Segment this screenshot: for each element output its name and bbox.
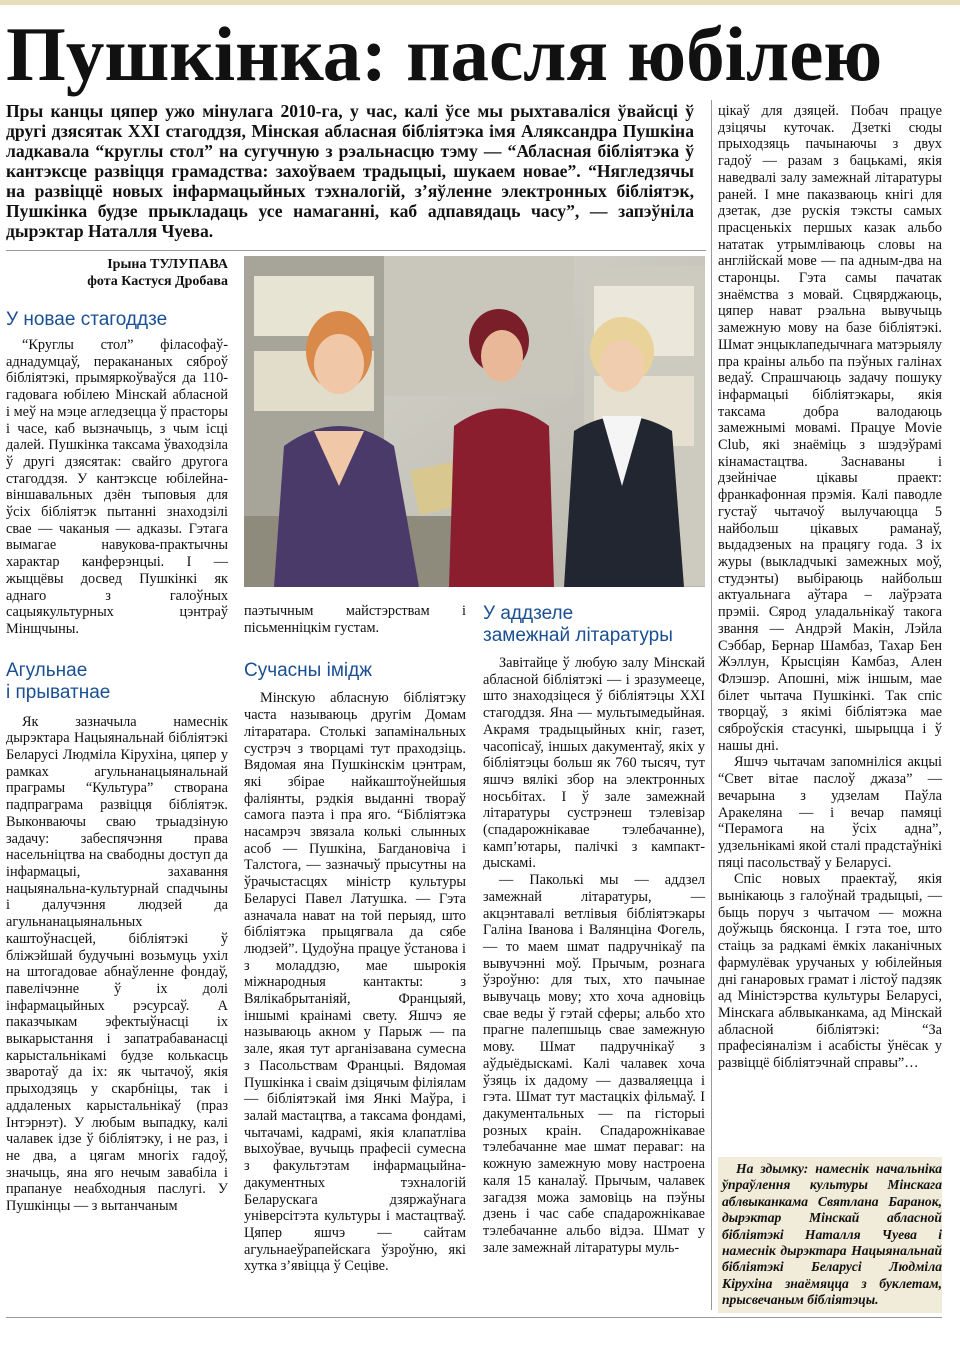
column-2	[244, 603, 466, 1275]
lead-paragraph: Пры канцы цяпер ужо мінулага 2010-га, у час, калі ўсе мы рыхтаваліся ўвайсці ў другі дзясятак XXI стагоддзя, Мінская абласная бібліятэка імя Аляксандра Пушкіна ладкавала “круглы стол” на сугучную з рэальнасцю тэму — “Абласная бібліятэка ў кантэксце развіцця грамадства: захоўваем традыцыі, шукаем новае”. “Нягледзячы на развіццё новых інфармацыйных тэхналогій, з’яўленне электронных бібліятэк, Пушкінка будзе прыкладаць усе намаганні, каб адпавядаць часу”, — запэўніла дырэктар Наталля Чуева.	[6, 101, 694, 241]
column-3	[483, 603, 705, 1256]
photo-illustration	[244, 256, 705, 587]
column-4	[718, 103, 942, 1072]
paragraph: “Круглы стол” філасофаў-аднадумцаў, перакананых сяброў бібліятэкі, прымяркоўваўся да 110-гадовага юбілею Мінскай абласной і меў на мэце агледзецца ў прасторы і часе, каб вызначыць, з чым ісці далей. Пушкінка таксама ўваходзіла ў другі дзясятак: свайго другога стагоддзя. У кантэксце юбілейна-віншавальных дзён тыповыя для ўсіх бібліятэк пытанні знаходзілі свае — чаканыя — адказы. Гэтага вымагае навукова-практычны характар канферэнцыі. І — жыццёвы досвед Пушкінкі як аднаго з галоўных сацыякультурных цэнтраў Мінщчыны.	[6, 337, 228, 637]
subheading-general-private	[6, 660, 228, 704]
paragraph: Мінскую абласную бібліятэку часта называюць другім Домам літаратара. Столькі запамінальных сустрэч з творцамі тут праходзіць. Вядомая яна Пушкінскім цэнтрам, які збірае найкаштоўнейшыя фаліянты, рэдкія выданні твораў самога паэта і пра яго. “Бібліятэка насамрэч звязала колькі слынных асоб — Пушкіна, Багдановіча і Талстога, — зазначыў прысутны на ўрачыстасцях міністр культуры Беларусі Павел Латушка. — Гэта азначала нават на той перыяд, што бібліятэка прыцягвала да сябе людзей”. Цудоўна працуе ўстанова і з моладдзю, мае шырокія міжнародныя кантакты: з Вялікабрытаніяй, Францыяй, іншымі краінамі свету. Яшчэ яе называюць акном у Парыж — па зале, якая тут арганізавана сумесна з Пасольствам Францыі. Вядомая Пушкінка і сваім дзіцячым філіялам — бібліятэкай імя Янкі Маўра, і залай мастацтва, а таксама фондамі, чытачамі, кадрамі, якія клапатліва выхоўвае, вучыць прафесіі сумесна з факультэтам інфармацыйна-дакументных тэхналогій Беларускага дзяржаўнага універсітэта культуры і мастацтваў. Цяпер яшчэ — сайтам агульнаеўрапейскага ўзроўню, які хутка з’явіцца ў Сеціве.	[244, 690, 466, 1275]
paragraph: Як зазначыла намеснік дырэктара Нацыянальнай бібліятэкі Беларусі Людміла Кірухіна, цяпер у рамках агульнанацыянальнай праграмы “Культура” створана падпраграма развіцця бібліятэк. Выконваючы сваю трыадзіную задачу: забеспячэння права насельніцтва на свабодны доступ да інфармацыі, захавання нацыянальна-культурнай спадчыны і далучэння людзей да агульнанацыянальных каштоўнасцей, бібліятэкі ў бліжэйшай будучыні возьмуць ухіл на штогадовае абнаўленне фондаў, павелічэнне ў іх долі інфармацыйных рэсурсаў. А паказчыкам эфектыўнасці іх выкарыстання і запатрабаванасці карыстальнікамі будзе колькасць зваротаў да іх: як чытачоў, якія прыходзяць у скарбніцы, так і аддаленых карыстальнікаў (праз Інтэрнэт). У любым выпадку, калі чалавек ідзе ў бібліятэку, і не раз, і не два, а цягам многіх гадоў, значыць, яна яго нечым завабіла і прапануе неабходныя паслугі. У Пушкінцы — з вытанчаным	[6, 713, 228, 1215]
column-rule	[711, 100, 712, 1310]
column-1	[6, 309, 228, 1215]
subheading-modern-image: Сучасны імідж	[244, 660, 372, 682]
subheading-foreign-department	[483, 603, 705, 647]
byline	[6, 256, 228, 290]
caption-text: На здымку: намеснік начальніка ўпраўлення культуры Мінскага аблвыканкама Святлана Баранок, дырэктар Мінскай абласной бібліятэкі Наталля Чуева і намеснік дырэктара Нацыянальнай бібліятэкі Беларусі Людміла Кірухіна знаёмяцца з буклетам, прысвечаным бібліятэцы.	[722, 1161, 942, 1308]
lead-rule	[6, 250, 706, 251]
subheading-line: У аддзеле	[483, 603, 574, 624]
subheading-line: Агульнае	[6, 659, 88, 681]
paragraph: — Паколькі мы — аддзел замежнай літаратуры, — акцэнтавалі ветлівыя бібліятэкары Галіна Іванова і Валянціна Фогель, — то маем шмат падручнікаў па вывучэнні моў. Прычым, рознага ўзроўню: для тых, хто пачынае вывучаць мову; хто хоча адновіць свае веды ў гэтай сферы; альбо хто прагне палепшыць свае замежную мову. Шмат падручнікаў з аўдыёдыскамі. Калі чалавек хоча ўзяць іх дадому — дазваляецца і гэта. Шмат тут мастацкіх фільмаў. І дакументальных — па гісторыі розных краін. Спадарожнікавае тэлебачанне мае шмат пераваг: на кожную замежную мову настроена каля 15 каналаў. Прычым, чалавек загадзя можа замовіць на пэўны дзень і час сабе спадарожнікавае тэлебачанне альбо відэа. Шмат у зале замежнай літаратуры муль-	[483, 872, 705, 1256]
paragraph: цікаў для дзяцей. Побач працуе дзіцячы куточак. Дзеткі сюды прыходзяць пачынаючы з двух гадоў — разам з бацькамі, якія наведвалі залу замежнай літаратуры раней. І мне паказваюць кнігі для дзетак, дзе рускія тэксты самых прасценькіх першых казак альбо нататак утрымліваюць словы на англійскай мове — па адным-два на старонцы. Гэта самы пачатак знаёмства з мовай. Сцвярджаюць, цяпер нават рэальна вывучыць замежную мову на базе бібліятэкі. Шмат энцыклапедычнага матэрыялу пра краіны альбо па пэўных галінах ведаў. Спрашчаюць задачу пошуку інфармацыі бібліятэкары, якія таксама добра валодаюць замежнымі мовамі. Працуе Movie Club, які знаёміць з шэдэўрамі кінамастацтва. Заснаваны і дзейнічае цікавы праект: франкафонная прэмія. Калі паводле густаў чытачоў вылучаюцца 5 найбольш цікавых раманаў, выдадзеных на працягу года. З іх журы (выкладчыкі замежных моў, студэнты) выбіраюць найбольш актуальнага аўтара – лаўрэата прэміі. Сярод уладальнікаў такога звання — Андрэй Макін, Лэйла Сэббар, Бернар Шамбаз, Тахар Бен Жэллун, Крысціян Камбаз, Ален Флэшэр. Апошні, між іншым, мае білет чытача Пушкінкі. Так спіс творцаў, з якімі бібліятэка мае сяброўскія стасункі, шырыцца і ў нашы дні.	[718, 103, 942, 754]
article-photo	[244, 256, 705, 587]
bottom-rule	[6, 1317, 942, 1318]
subheading-line: і прыватнае	[6, 681, 111, 703]
headline: Пушкінка: пасля юбілею	[6, 11, 883, 97]
subheading-new-century: У новае стагоддзе	[6, 309, 168, 330]
paragraph: паэтычным майстэрствам і пісьменніцкім густам.	[244, 603, 466, 636]
top-color-bar	[0, 0, 960, 5]
photo-credit: фота Кастуся Дробава	[87, 274, 228, 289]
paragraph: Завітайце ў любую залу Мінскай абласной бібліятэкі — і зразумееце, што знаходзіцеся ў бібліятэцы XXI стагоддзя. Яна — мультымедыйная. Акрамя традыцыйных кніг, газет, часопісаў, іншых дакументаў, якіх у бібліятэцы больш як 760 тысяч, тут яшчэ вялікі збор на электронных носьбітах. І ў зале замежнай літаратуры сустрэнеш тэлевізар (спадарожнікавае тэлебачанне), камп’ютары, палічкі з кампакт-дыскамі.	[483, 655, 705, 872]
paragraph: Спіс новых праектаў, якія вынікаюць з галоўнай традыцыі, — быць поруч з чытачом — можна доўжыць бясконца. І гэта тое, што стаіць за радкамі ёмкіх лаканічных фармулёвак уручаных у юбілейныя дні ганаровых грамат і лістоў падзяк ад Міністэрства культуры Беларусі, Мінскага аблвыканкама, ад Мінскай абласной бібліятэкі: “За прафесіяналізм і асабісты ўнёсак у развіццё бібліятэчнай справы”…	[718, 871, 942, 1072]
paragraph: Яшчэ чытачам запомніліся акцыі “Свет вітае паслоў джаза” — вечарына з удзелам Паўла Аракеляна — і вечар памяці “Перамога на ўсіх адна”, удзельнікамі якой сталі прадстаўнікі пяці пасольстваў у Беларусі.	[718, 754, 942, 871]
photo-caption	[718, 1157, 942, 1313]
author-name: Ірына ТУЛУПАВА	[107, 257, 228, 272]
subheading-line: замежнай літаратуры	[483, 625, 673, 646]
